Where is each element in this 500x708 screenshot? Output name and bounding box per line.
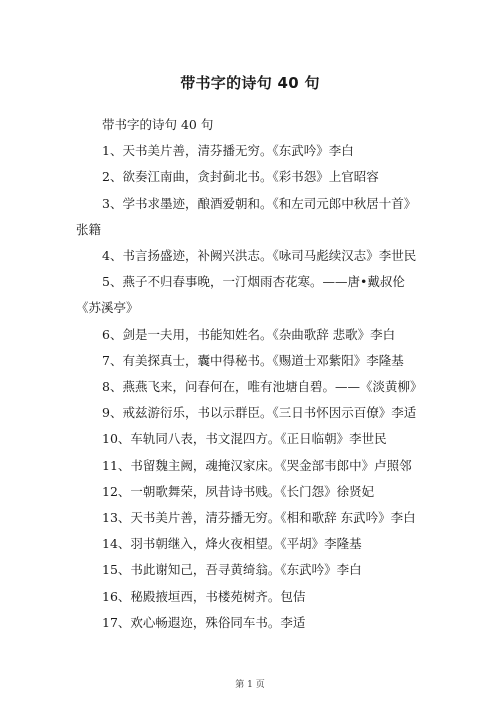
poem-line-12: 12、一朝歌舞荣，夙昔诗书贱。《长门怨》徐贤妃 xyxy=(102,483,375,499)
poem-line-2: 2、欲奏江南曲，贪封蓟北书。《彩书怨》上官昭容 xyxy=(102,169,379,185)
poem-line-3: 3、学书求墨迹，酿酒爱朝和。《和左司元郎中秋居十首》张籍 xyxy=(76,195,417,237)
page-number: 第 1 页 xyxy=(235,680,265,690)
document-body xyxy=(76,112,423,636)
poem-line-15: 15、书此谢知己，吾寻黄绮翁。《东武吟》李白 xyxy=(102,562,362,578)
poem-line-6: 6、剑是一夫用，书能知姓名。《杂曲歌辞 悲歌》李白 xyxy=(102,326,396,342)
poem-line-4: 4、书言扬盛迹，补阙兴洪志。《咏司马彪续汉志》李世民 xyxy=(102,248,417,264)
poem-line-8: 8、燕燕飞来，问春何在，唯有池塘自碧。——《淡黄柳》 xyxy=(102,379,423,395)
poem-line-17: 17、欢心畅遐迩，殊俗同车书。李适 xyxy=(102,614,306,630)
poem-line-13: 13、天书美片善，清芬播无穷。《相和歌辞 东武吟》李白 xyxy=(102,510,416,526)
poem-line-1: 1、天书美片善，清芬播无穷。《东武吟》李白 xyxy=(102,143,354,159)
poem-line-9: 9、戒兹游衍乐，书以示群臣。《三日书怀因示百僚》李适 xyxy=(102,405,417,421)
poem-line-14: 14、羽书朝继入，烽火夜相望。《平胡》李隆基 xyxy=(102,536,362,552)
poem-line-11: 11、书留魏主阙，魂掩汉家床。《哭金部韦郎中》卢照邻 xyxy=(102,457,412,473)
document-title: 带书字的诗句 40 句 xyxy=(180,74,320,92)
document-subtitle: 带书字的诗句 40 句 xyxy=(102,117,214,132)
poem-line-5: 5、燕子不归春事晚，一汀烟雨杏花寒。——唐•戴叔伦《苏溪亭》 xyxy=(76,274,405,316)
poem-line-10: 10、车轨同八表，书文混四方。《正日临朝》李世民 xyxy=(102,431,387,447)
poem-line-7: 7、有美探真士，囊中得秘书。《赐道士邓紫阳》李隆基 xyxy=(102,352,404,368)
poem-line-16: 16、秘殿掖垣西，书楼苑树齐。包佶 xyxy=(102,588,306,604)
